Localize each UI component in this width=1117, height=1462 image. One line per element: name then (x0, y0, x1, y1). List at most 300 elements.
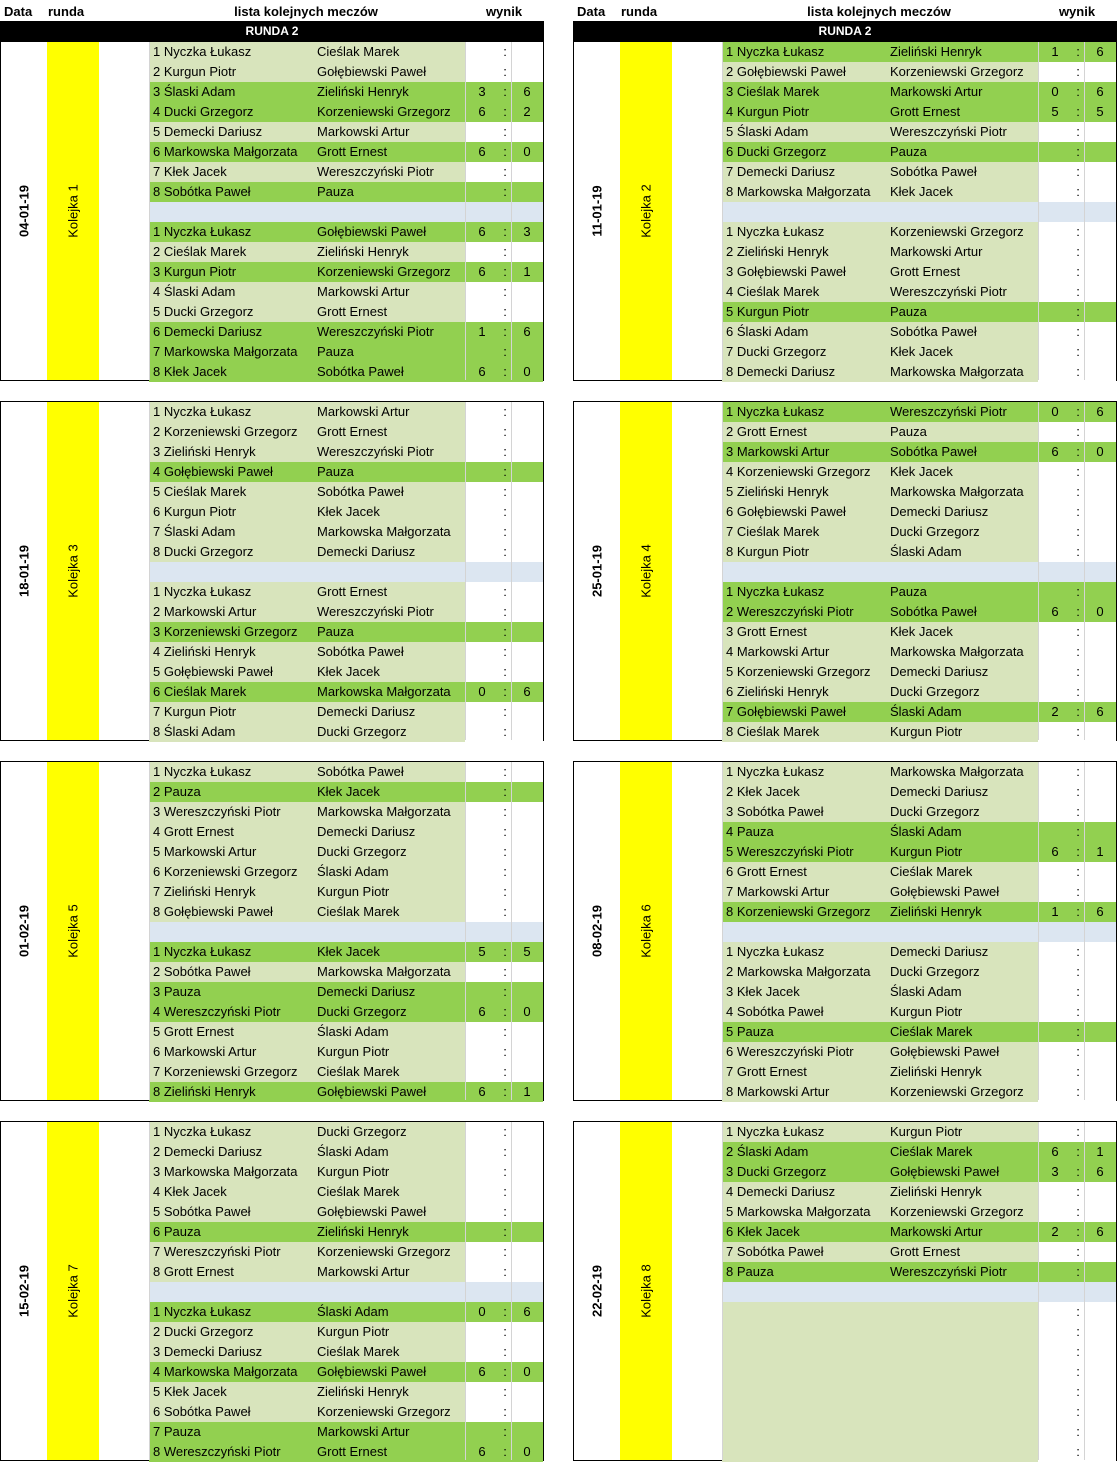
match-row[interactable] (574, 882, 1116, 902)
score-home[interactable] (1038, 1362, 1072, 1382)
match-row[interactable] (1, 1042, 543, 1062)
score-away[interactable] (511, 1202, 543, 1222)
score-home[interactable] (465, 642, 499, 662)
score-home[interactable] (1038, 462, 1072, 482)
score-away[interactable] (511, 762, 543, 782)
match-row[interactable] (574, 942, 1116, 962)
score-home[interactable] (1038, 1422, 1072, 1442)
score-home[interactable] (465, 982, 499, 1002)
score-away[interactable]: 1 (511, 262, 543, 282)
score-away[interactable] (511, 62, 543, 82)
score-home[interactable] (1038, 582, 1072, 602)
score-home[interactable]: 6 (1038, 842, 1072, 862)
score-home[interactable] (465, 902, 499, 922)
score-home[interactable]: 6 (465, 102, 499, 122)
score-home[interactable] (1038, 162, 1072, 182)
score-away[interactable]: 6 (511, 1302, 543, 1322)
match-row[interactable] (1, 462, 543, 482)
match-row[interactable] (574, 222, 1116, 242)
score-away[interactable]: 2 (511, 102, 543, 122)
score-home[interactable] (1038, 542, 1072, 562)
match-row[interactable] (574, 162, 1116, 182)
score-home[interactable] (1038, 1042, 1072, 1062)
score-home[interactable] (465, 862, 499, 882)
score-away[interactable] (511, 1182, 543, 1202)
score-away[interactable] (511, 1382, 543, 1402)
match-row[interactable] (574, 1162, 1116, 1182)
score-away[interactable] (511, 842, 543, 862)
match-row[interactable] (1, 1222, 543, 1242)
score-home[interactable] (1038, 722, 1072, 742)
score-away[interactable] (1084, 122, 1116, 142)
score-home[interactable] (465, 1222, 499, 1242)
score-home[interactable] (465, 1062, 499, 1082)
score-away[interactable]: 0 (511, 142, 543, 162)
score-home[interactable]: 6 (1038, 1142, 1072, 1162)
match-row[interactable] (574, 1322, 1116, 1342)
match-row[interactable] (574, 402, 1116, 422)
score-home[interactable] (1038, 882, 1072, 902)
match-row[interactable] (1, 702, 543, 722)
score-home[interactable] (1038, 1342, 1072, 1362)
match-row[interactable] (1, 722, 543, 742)
match-row[interactable] (1, 842, 543, 862)
score-home[interactable] (465, 1242, 499, 1262)
score-away[interactable] (1084, 982, 1116, 1002)
score-away[interactable] (1084, 182, 1116, 202)
match-row[interactable] (574, 442, 1116, 462)
score-away[interactable] (511, 302, 543, 322)
score-home[interactable]: 5 (465, 942, 499, 962)
match-row[interactable] (1, 402, 543, 422)
match-row[interactable] (1, 982, 543, 1002)
match-row[interactable] (1, 542, 543, 562)
match-row[interactable] (1, 262, 543, 282)
match-row[interactable] (1, 642, 543, 662)
score-home[interactable] (465, 782, 499, 802)
score-away[interactable] (511, 722, 543, 742)
match-row[interactable] (1, 1442, 543, 1462)
score-away[interactable] (511, 162, 543, 182)
score-home[interactable]: 6 (465, 1002, 499, 1022)
score-away[interactable]: 3 (511, 222, 543, 242)
score-home[interactable]: 6 (1038, 602, 1072, 622)
score-away[interactable] (1084, 1442, 1116, 1462)
match-row[interactable] (1, 422, 543, 442)
match-row[interactable] (574, 902, 1116, 922)
score-home[interactable] (1038, 962, 1072, 982)
score-home[interactable] (1038, 862, 1072, 882)
score-away[interactable] (1084, 1002, 1116, 1022)
score-away[interactable] (511, 342, 543, 362)
score-home[interactable]: 1 (1038, 902, 1072, 922)
match-row[interactable] (1, 1242, 543, 1262)
match-row[interactable] (574, 322, 1116, 342)
score-away[interactable] (1084, 422, 1116, 442)
score-away[interactable]: 6 (511, 322, 543, 342)
score-away[interactable] (1084, 1422, 1116, 1442)
score-home[interactable]: 3 (1038, 1162, 1072, 1182)
score-away[interactable] (511, 422, 543, 442)
score-away[interactable] (511, 642, 543, 662)
score-home[interactable] (1038, 142, 1072, 162)
score-home[interactable] (1038, 642, 1072, 662)
score-away[interactable]: 0 (511, 362, 543, 382)
match-row[interactable] (574, 242, 1116, 262)
score-away[interactable] (1084, 1182, 1116, 1202)
score-home[interactable] (465, 842, 499, 862)
match-row[interactable] (1, 802, 543, 822)
score-away[interactable] (511, 862, 543, 882)
score-away[interactable] (1084, 1122, 1116, 1142)
score-home[interactable]: 6 (465, 262, 499, 282)
score-home[interactable] (465, 802, 499, 822)
match-row[interactable] (574, 262, 1116, 282)
score-home[interactable] (1038, 62, 1072, 82)
score-away[interactable] (1084, 722, 1116, 742)
match-row[interactable] (574, 522, 1116, 542)
score-away[interactable] (511, 522, 543, 542)
score-home[interactable] (465, 962, 499, 982)
score-away[interactable] (1084, 462, 1116, 482)
match-row[interactable] (1, 1202, 543, 1222)
score-home[interactable] (1038, 1262, 1072, 1282)
score-away[interactable] (511, 182, 543, 202)
score-away[interactable] (1084, 162, 1116, 182)
score-away[interactable]: 6 (511, 682, 543, 702)
score-home[interactable]: 6 (465, 222, 499, 242)
score-away[interactable] (1084, 522, 1116, 542)
match-row[interactable] (574, 702, 1116, 722)
score-home[interactable] (1038, 1382, 1072, 1402)
score-away[interactable] (511, 122, 543, 142)
match-row[interactable] (1, 302, 543, 322)
match-row[interactable] (1, 102, 543, 122)
match-row[interactable] (1, 122, 543, 142)
score-away[interactable]: 6 (1084, 1162, 1116, 1182)
score-home[interactable]: 0 (1038, 82, 1072, 102)
match-row[interactable] (574, 982, 1116, 1002)
match-row[interactable] (574, 1262, 1116, 1282)
match-row[interactable] (574, 862, 1116, 882)
match-row[interactable] (574, 462, 1116, 482)
match-row[interactable] (574, 1362, 1116, 1382)
score-away[interactable]: 5 (1084, 102, 1116, 122)
score-home[interactable]: 1 (1038, 42, 1072, 62)
score-home[interactable] (465, 662, 499, 682)
score-home[interactable] (465, 762, 499, 782)
match-row[interactable] (1, 1302, 543, 1322)
match-row[interactable] (1, 442, 543, 462)
score-home[interactable] (465, 42, 499, 62)
match-row[interactable] (1, 162, 543, 182)
score-home[interactable] (1038, 362, 1072, 382)
score-home[interactable] (465, 1322, 499, 1342)
match-row[interactable] (1, 1422, 543, 1442)
score-home[interactable] (1038, 522, 1072, 542)
match-row[interactable] (1, 322, 543, 342)
score-home[interactable] (465, 162, 499, 182)
score-home[interactable] (465, 1182, 499, 1202)
match-row[interactable] (574, 1382, 1116, 1402)
match-row[interactable] (1, 142, 543, 162)
score-home[interactable] (1038, 662, 1072, 682)
score-away[interactable]: 1 (1084, 842, 1116, 862)
match-row[interactable] (1, 282, 543, 302)
score-home[interactable] (1038, 262, 1072, 282)
score-home[interactable] (465, 442, 499, 462)
score-home[interactable] (1038, 1202, 1072, 1222)
score-away[interactable] (511, 502, 543, 522)
match-row[interactable] (574, 762, 1116, 782)
score-away[interactable] (1084, 142, 1116, 162)
score-away[interactable] (1084, 342, 1116, 362)
score-home[interactable] (1038, 1062, 1072, 1082)
score-home[interactable] (1038, 1022, 1072, 1042)
match-row[interactable] (1, 62, 543, 82)
score-home[interactable] (465, 542, 499, 562)
score-home[interactable]: 0 (465, 682, 499, 702)
match-row[interactable] (1, 1382, 543, 1402)
score-home[interactable] (465, 482, 499, 502)
score-away[interactable] (511, 1322, 543, 1342)
score-away[interactable] (1084, 1242, 1116, 1262)
score-away[interactable]: 0 (1084, 442, 1116, 462)
score-away[interactable] (1084, 942, 1116, 962)
score-away[interactable] (511, 402, 543, 422)
match-row[interactable] (1, 1062, 543, 1082)
match-row[interactable] (574, 1222, 1116, 1242)
score-away[interactable] (511, 1342, 543, 1362)
match-row[interactable] (574, 1242, 1116, 1262)
score-away[interactable] (511, 662, 543, 682)
score-away[interactable] (511, 1022, 543, 1042)
match-row[interactable] (574, 282, 1116, 302)
score-away[interactable] (511, 882, 543, 902)
score-home[interactable] (1038, 682, 1072, 702)
score-home[interactable] (465, 1422, 499, 1442)
score-away[interactable]: 0 (511, 1002, 543, 1022)
score-away[interactable] (1084, 1262, 1116, 1282)
match-row[interactable] (574, 1142, 1116, 1162)
score-home[interactable] (465, 882, 499, 902)
score-home[interactable] (1038, 1002, 1072, 1022)
score-home[interactable] (1038, 342, 1072, 362)
match-row[interactable] (574, 582, 1116, 602)
score-home[interactable] (1038, 1402, 1072, 1422)
match-row[interactable] (1, 862, 543, 882)
score-away[interactable]: 6 (1084, 82, 1116, 102)
score-away[interactable] (511, 702, 543, 722)
score-home[interactable] (465, 502, 499, 522)
match-row[interactable] (574, 1202, 1116, 1222)
score-home[interactable] (465, 1122, 499, 1142)
score-away[interactable] (1084, 1382, 1116, 1402)
score-away[interactable] (1084, 322, 1116, 342)
score-home[interactable] (465, 1342, 499, 1362)
match-row[interactable] (1, 82, 543, 102)
match-row[interactable] (1, 1342, 543, 1362)
match-row[interactable] (574, 1342, 1116, 1362)
score-away[interactable] (1084, 542, 1116, 562)
score-home[interactable]: 2 (1038, 702, 1072, 722)
score-away[interactable] (1084, 62, 1116, 82)
match-row[interactable] (574, 482, 1116, 502)
score-home[interactable] (465, 622, 499, 642)
match-row[interactable] (1, 482, 543, 502)
score-away[interactable]: 6 (1084, 902, 1116, 922)
score-away[interactable] (1084, 822, 1116, 842)
score-home[interactable]: 6 (465, 142, 499, 162)
score-away[interactable]: 5 (511, 942, 543, 962)
score-home[interactable] (1038, 802, 1072, 822)
score-away[interactable] (1084, 502, 1116, 522)
score-home[interactable] (465, 182, 499, 202)
match-row[interactable] (574, 142, 1116, 162)
score-home[interactable] (465, 722, 499, 742)
score-away[interactable]: 0 (511, 1362, 543, 1382)
score-home[interactable] (1038, 502, 1072, 522)
score-home[interactable] (1038, 482, 1072, 502)
score-home[interactable] (465, 1022, 499, 1042)
score-away[interactable] (1084, 1342, 1116, 1362)
score-away[interactable]: 6 (1084, 402, 1116, 422)
score-home[interactable] (465, 1142, 499, 1162)
score-home[interactable] (1038, 242, 1072, 262)
match-row[interactable] (574, 622, 1116, 642)
match-row[interactable] (1, 622, 543, 642)
match-row[interactable] (574, 1402, 1116, 1422)
score-home[interactable] (1038, 822, 1072, 842)
score-home[interactable] (465, 122, 499, 142)
score-home[interactable]: 2 (1038, 1222, 1072, 1242)
score-away[interactable] (1084, 622, 1116, 642)
match-row[interactable] (574, 342, 1116, 362)
score-home[interactable]: 6 (1038, 442, 1072, 462)
score-away[interactable] (511, 442, 543, 462)
match-row[interactable] (574, 802, 1116, 822)
match-row[interactable] (574, 362, 1116, 382)
match-row[interactable] (1, 1362, 543, 1382)
score-away[interactable] (511, 622, 543, 642)
match-row[interactable] (1, 942, 543, 962)
match-row[interactable] (1, 1182, 543, 1202)
score-home[interactable] (1038, 1442, 1072, 1462)
match-row[interactable] (574, 1002, 1116, 1022)
score-home[interactable] (1038, 622, 1072, 642)
score-away[interactable] (1084, 1042, 1116, 1062)
score-away[interactable] (1084, 1362, 1116, 1382)
score-away[interactable]: 6 (1084, 42, 1116, 62)
score-away[interactable] (511, 902, 543, 922)
score-home[interactable] (465, 402, 499, 422)
match-row[interactable] (1, 1402, 543, 1422)
score-home[interactable] (465, 422, 499, 442)
match-row[interactable] (1, 1162, 543, 1182)
match-row[interactable] (574, 82, 1116, 102)
score-away[interactable] (511, 1402, 543, 1422)
score-away[interactable]: 6 (1084, 702, 1116, 722)
score-away[interactable] (1084, 1082, 1116, 1102)
match-row[interactable] (1, 1122, 543, 1142)
score-away[interactable] (511, 482, 543, 502)
match-row[interactable] (574, 842, 1116, 862)
match-row[interactable] (1, 882, 543, 902)
match-row[interactable] (1, 962, 543, 982)
score-home[interactable]: 6 (465, 1082, 499, 1102)
score-away[interactable]: 1 (1084, 1142, 1116, 1162)
match-row[interactable] (574, 1182, 1116, 1202)
match-row[interactable] (1, 1322, 543, 1342)
score-home[interactable] (465, 1402, 499, 1422)
score-away[interactable] (511, 802, 543, 822)
match-row[interactable] (1, 682, 543, 702)
score-away[interactable] (511, 1122, 543, 1142)
score-home[interactable] (465, 242, 499, 262)
score-away[interactable] (1084, 262, 1116, 282)
score-away[interactable] (511, 822, 543, 842)
match-row[interactable] (574, 722, 1116, 742)
score-away[interactable] (511, 462, 543, 482)
score-away[interactable] (1084, 362, 1116, 382)
score-away[interactable] (1084, 1202, 1116, 1222)
score-home[interactable] (1038, 422, 1072, 442)
match-row[interactable] (574, 962, 1116, 982)
match-row[interactable] (574, 682, 1116, 702)
score-away[interactable] (1084, 582, 1116, 602)
score-away[interactable] (1084, 222, 1116, 242)
score-away[interactable] (511, 242, 543, 262)
score-home[interactable] (465, 702, 499, 722)
score-home[interactable] (465, 1262, 499, 1282)
score-away[interactable] (511, 962, 543, 982)
match-row[interactable] (574, 1062, 1116, 1082)
match-row[interactable] (574, 782, 1116, 802)
match-row[interactable] (574, 42, 1116, 62)
score-away[interactable] (511, 1042, 543, 1062)
score-home[interactable] (1038, 322, 1072, 342)
score-away[interactable] (1084, 962, 1116, 982)
match-row[interactable] (1, 902, 543, 922)
score-home[interactable]: 6 (465, 1442, 499, 1462)
match-row[interactable] (1, 762, 543, 782)
match-row[interactable] (574, 542, 1116, 562)
match-row[interactable] (1, 362, 543, 382)
score-home[interactable] (465, 282, 499, 302)
score-away[interactable] (1084, 662, 1116, 682)
score-home[interactable] (465, 582, 499, 602)
score-home[interactable] (465, 62, 499, 82)
match-row[interactable] (574, 1122, 1116, 1142)
score-home[interactable] (1038, 222, 1072, 242)
score-away[interactable] (511, 1242, 543, 1262)
score-home[interactable] (1038, 1242, 1072, 1262)
match-row[interactable] (1, 1082, 543, 1102)
match-row[interactable] (1, 1022, 543, 1042)
score-away[interactable]: 6 (511, 82, 543, 102)
score-home[interactable]: 0 (1038, 402, 1072, 422)
score-away[interactable] (1084, 802, 1116, 822)
match-row[interactable] (1, 502, 543, 522)
match-row[interactable] (1, 42, 543, 62)
match-row[interactable] (574, 1302, 1116, 1322)
score-home[interactable] (465, 1202, 499, 1222)
score-away[interactable] (1084, 882, 1116, 902)
score-home[interactable] (465, 302, 499, 322)
score-away[interactable] (511, 1422, 543, 1442)
score-home[interactable] (465, 342, 499, 362)
match-row[interactable] (574, 502, 1116, 522)
